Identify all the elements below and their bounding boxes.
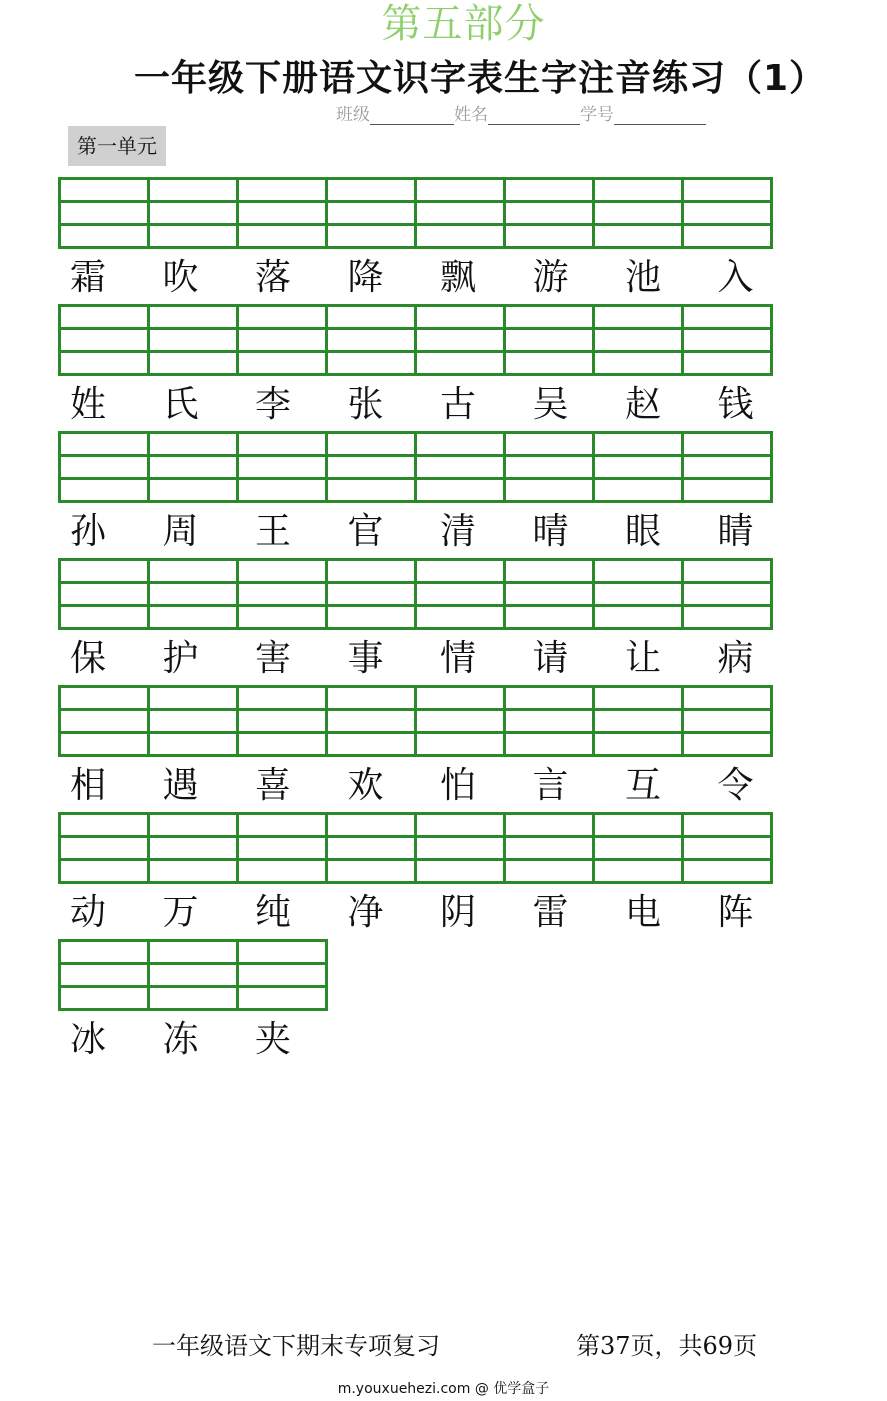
character-row	[58, 888, 798, 938]
hanzi-character: 孙	[70, 511, 107, 552]
hanzi-character: 阵	[717, 892, 754, 933]
hanzi-character: 入	[717, 257, 754, 298]
pinyin-cell[interactable]	[592, 304, 684, 376]
pinyin-cell[interactable]	[236, 558, 328, 630]
pinyin-cell[interactable]	[325, 304, 417, 376]
pinyin-cell[interactable]	[414, 431, 506, 503]
hanzi-character: 霜	[70, 257, 107, 298]
hanzi-character: 情	[440, 638, 477, 679]
number-label: 学号	[580, 105, 614, 125]
hanzi-character: 张	[347, 384, 384, 425]
pinyin-cell[interactable]	[503, 304, 595, 376]
pinyin-cell[interactable]	[147, 939, 239, 1011]
pinyin-cell[interactable]	[414, 812, 506, 884]
hanzi-character: 夹	[255, 1019, 292, 1060]
pinyin-cell[interactable]	[58, 304, 150, 376]
hanzi-character: 古	[440, 384, 477, 425]
hanzi-character: 冻	[162, 1019, 199, 1060]
pinyin-grid-row	[58, 685, 770, 757]
part-title: 第五部分	[381, 1, 546, 47]
hanzi-character: 冰	[70, 1019, 107, 1060]
character-row	[58, 253, 798, 303]
hanzi-character: 吴	[532, 384, 569, 425]
pinyin-grid-row	[58, 431, 770, 503]
hanzi-character: 动	[70, 892, 107, 933]
pinyin-cell[interactable]	[147, 177, 239, 249]
pinyin-cell[interactable]	[236, 304, 328, 376]
pinyin-cell[interactable]	[503, 812, 595, 884]
class-field[interactable]	[370, 108, 454, 125]
pinyin-cell[interactable]	[325, 177, 417, 249]
hanzi-character: 降	[347, 257, 384, 298]
pinyin-cell[interactable]	[236, 685, 328, 757]
pinyin-cell[interactable]	[325, 431, 417, 503]
unit-label: 第一单元	[68, 126, 166, 166]
character-row	[58, 507, 798, 557]
hanzi-character: 阴	[440, 892, 477, 933]
hanzi-character: 怕	[440, 765, 477, 806]
pinyin-cell[interactable]	[58, 177, 150, 249]
pinyin-cell[interactable]	[592, 177, 684, 249]
hanzi-character: 雷	[532, 892, 569, 933]
pinyin-cell[interactable]	[592, 558, 684, 630]
pinyin-cell[interactable]	[414, 558, 506, 630]
pinyin-cell[interactable]	[414, 177, 506, 249]
hanzi-character: 眼	[625, 511, 662, 552]
hanzi-character: 李	[255, 384, 292, 425]
hanzi-character: 净	[347, 892, 384, 933]
hanzi-character: 害	[255, 638, 292, 679]
pinyin-cell[interactable]	[325, 558, 417, 630]
pinyin-cell[interactable]	[236, 431, 328, 503]
hanzi-character: 纯	[255, 892, 292, 933]
pinyin-cell[interactable]	[681, 685, 773, 757]
footer-subject: 一年级语文下期末专项复习	[152, 1332, 440, 1360]
hanzi-character: 落	[255, 257, 292, 298]
hanzi-character: 万	[162, 892, 199, 933]
pinyin-cell[interactable]	[592, 431, 684, 503]
pinyin-cell[interactable]	[414, 304, 506, 376]
pinyin-grid-row	[58, 177, 770, 249]
hanzi-character: 护	[162, 638, 199, 679]
hanzi-character: 言	[532, 765, 569, 806]
name-field[interactable]	[488, 108, 580, 125]
hanzi-character: 飘	[440, 257, 477, 298]
hanzi-character: 王	[255, 511, 292, 552]
character-row	[58, 1015, 336, 1065]
pinyin-cell[interactable]	[503, 177, 595, 249]
hanzi-character: 游	[532, 257, 569, 298]
pinyin-cell[interactable]	[325, 685, 417, 757]
hanzi-character: 电	[625, 892, 662, 933]
hanzi-character: 喜	[255, 765, 292, 806]
character-row	[58, 634, 798, 684]
pinyin-cell[interactable]	[681, 177, 773, 249]
pinyin-cell[interactable]	[236, 177, 328, 249]
pinyin-cell[interactable]	[147, 558, 239, 630]
hanzi-character: 清	[440, 511, 477, 552]
hanzi-character: 令	[717, 765, 754, 806]
pinyin-cell[interactable]	[681, 812, 773, 884]
hanzi-character: 让	[625, 638, 662, 679]
hanzi-character: 保	[70, 638, 107, 679]
character-row	[58, 380, 798, 430]
pinyin-grid-row	[58, 558, 770, 630]
pinyin-cell[interactable]	[147, 812, 239, 884]
name-label: 姓名	[454, 105, 488, 125]
footer-page-info: 第37页，共69页	[576, 1332, 758, 1360]
class-label: 班级	[336, 105, 370, 125]
pinyin-cell[interactable]	[414, 685, 506, 757]
student-info	[336, 100, 706, 125]
pinyin-cell[interactable]	[236, 812, 328, 884]
pinyin-cell[interactable]	[147, 685, 239, 757]
pinyin-cell[interactable]	[58, 685, 150, 757]
pinyin-cell[interactable]	[503, 431, 595, 503]
watermark: m.youxuehezi.com @ 优学盒子	[337, 1381, 550, 1397]
hanzi-character: 遇	[162, 765, 199, 806]
pinyin-cell[interactable]	[147, 431, 239, 503]
hanzi-character: 池	[625, 257, 662, 298]
hanzi-character: 睛	[717, 511, 754, 552]
pinyin-cell[interactable]	[592, 812, 684, 884]
hanzi-character: 官	[347, 511, 384, 552]
pinyin-cell[interactable]	[681, 304, 773, 376]
hanzi-character: 赵	[625, 384, 662, 425]
number-field[interactable]	[614, 108, 706, 125]
hanzi-character: 相	[70, 765, 107, 806]
pinyin-cell[interactable]	[236, 939, 328, 1011]
pinyin-cell[interactable]	[681, 431, 773, 503]
hanzi-character: 欢	[347, 765, 384, 806]
hanzi-character: 吹	[162, 257, 199, 298]
hanzi-character: 姓	[70, 384, 107, 425]
hanzi-character: 请	[532, 638, 569, 679]
pinyin-cell[interactable]	[58, 939, 150, 1011]
worksheet-title: 一年级下册语文识字表生字注音练习（1）	[134, 58, 827, 99]
hanzi-character: 互	[625, 765, 662, 806]
hanzi-character: 氏	[162, 384, 199, 425]
hanzi-character: 钱	[717, 384, 754, 425]
hanzi-character: 事	[347, 638, 384, 679]
pinyin-cell[interactable]	[325, 812, 417, 884]
pinyin-grid-row	[58, 812, 770, 884]
pinyin-grid-row	[58, 304, 770, 376]
pinyin-cell[interactable]	[681, 558, 773, 630]
pinyin-grid-row	[58, 939, 325, 1011]
pinyin-cell[interactable]	[58, 558, 150, 630]
hanzi-character: 周	[162, 511, 199, 552]
pinyin-cell[interactable]	[592, 685, 684, 757]
pinyin-cell[interactable]	[503, 685, 595, 757]
character-row	[58, 761, 798, 811]
pinyin-cell[interactable]	[503, 558, 595, 630]
hanzi-character: 病	[717, 638, 754, 679]
hanzi-character: 晴	[532, 511, 569, 552]
pinyin-cell[interactable]	[58, 812, 150, 884]
pinyin-cell[interactable]	[58, 431, 150, 503]
pinyin-cell[interactable]	[147, 304, 239, 376]
